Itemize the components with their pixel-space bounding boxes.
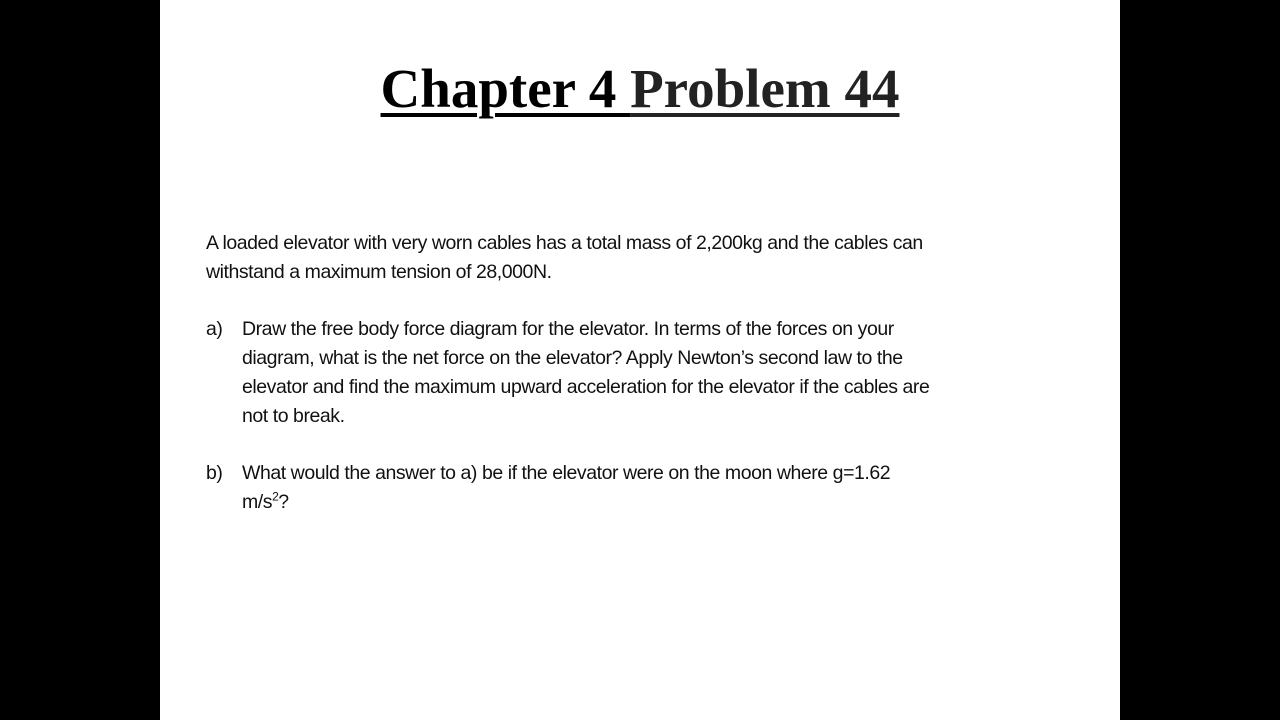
question-a (206, 315, 1086, 430)
question-line (242, 488, 1086, 517)
intro-line: withstand a maximum tension of 28,000N. (206, 260, 552, 283)
title-part-chapter: Chapter 4 (380, 58, 631, 119)
title-part-problem: Problem 44 (630, 58, 900, 119)
slide-title (160, 56, 1120, 122)
question-mark: ? (278, 491, 289, 514)
intro-line: A loaded elevator with very worn cables has a total mass of 2,200kg and the cables can (206, 232, 923, 254)
unit-text: m/s (242, 491, 273, 514)
intro-paragraph (206, 229, 1086, 287)
question-marker: b) (206, 462, 223, 485)
question-line: diagram, what is the net force on the elevator? Apply Newton’s second law to the (242, 347, 903, 370)
question-line: What would the answer to a) be if the elevator were on the moon where g=1.62 (242, 462, 891, 485)
problem-text (206, 229, 1086, 546)
question-line: elevator and find the maximum upward acceleration for the elevator if the cables are (242, 375, 930, 398)
unit-exponent: 2 (272, 489, 279, 504)
question-b (206, 459, 1086, 517)
question-marker: a) (206, 318, 223, 341)
question-line: Draw the free body force diagram for the elevator. In terms of the forces on your (242, 318, 894, 341)
question-line: not to break. (242, 404, 345, 427)
slide (160, 0, 1120, 720)
